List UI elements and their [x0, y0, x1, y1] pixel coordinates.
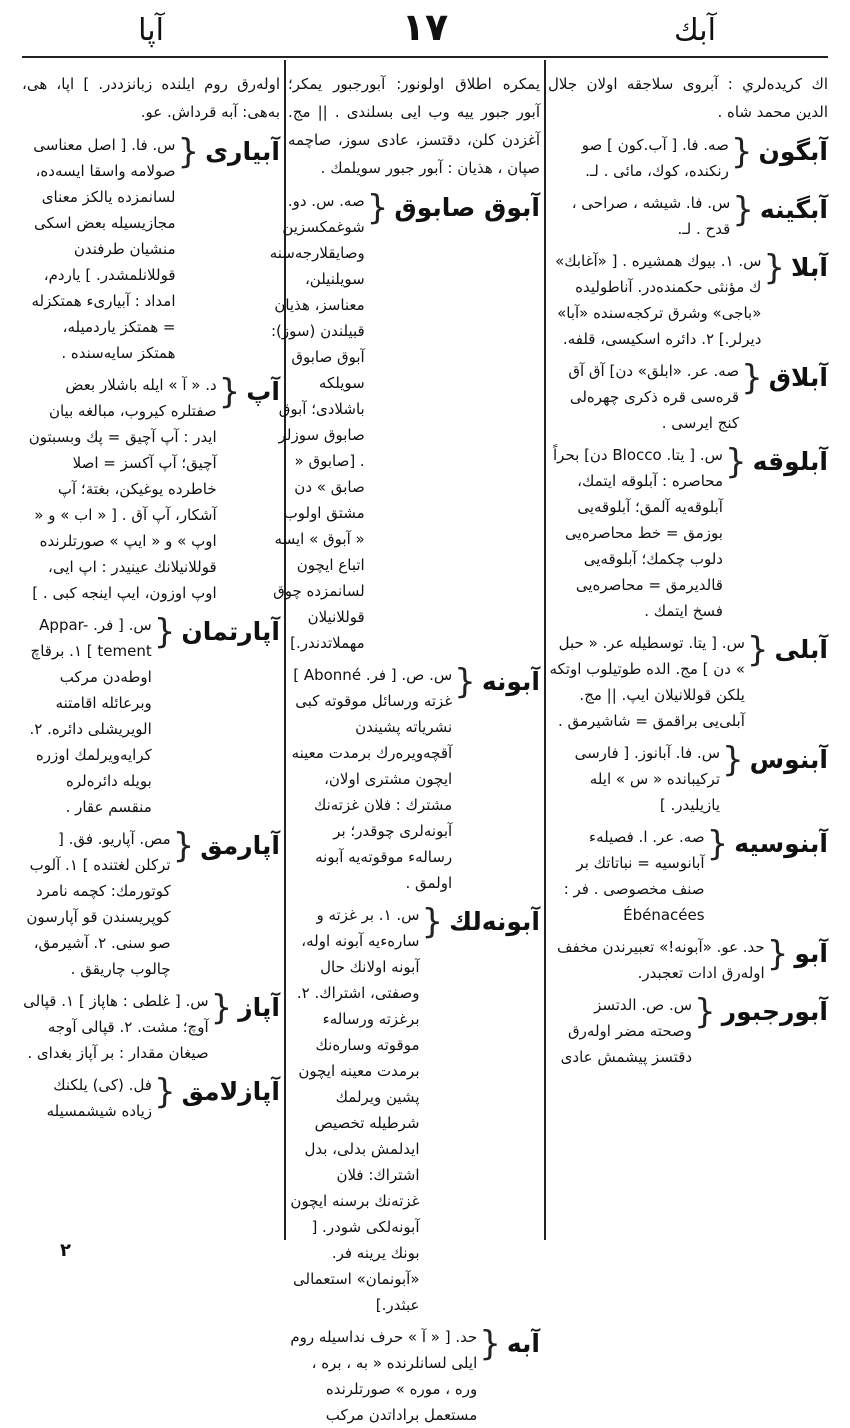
dictionary-entry	[269, 188, 540, 656]
header-rule	[22, 56, 828, 58]
brace-mark: {	[479, 1324, 501, 1364]
headword: آپارتمان	[181, 617, 280, 646]
dictionary-entry	[288, 902, 540, 1318]
definition: مص. آپاريو. فق. [ تركلن لغتنده ] ١. آلوب كوتورمك: كچمه نامرد كوپريسندن قو آپارسون صو سنی. ٢. آشيرمق، چالوب چاريقق .	[26, 830, 171, 978]
dictionary-entry	[22, 988, 280, 1066]
headword: آبلا	[791, 253, 828, 282]
headword: آپاز	[238, 993, 280, 1022]
dictionary-entry	[22, 372, 280, 606]
continuation-text: اوله‌رق روم ايلنده زبانزددر. ] اپا، هی، به‌هی: آبه قرداش. عو.	[22, 75, 280, 121]
brace-mark: {	[153, 612, 176, 652]
definition: حد. [ « آ » حرف نداسيله روم ايلی لسانلرنده « به ، بره ، وره ، موره » صورتلرنده مستعمل براداتدن مركب	[290, 1328, 478, 1424]
column-middle	[269, 70, 540, 1424]
headword: آبو	[794, 939, 828, 968]
brace-mark: {	[763, 248, 786, 288]
dictionary-entry	[548, 740, 828, 818]
dictionary-entry	[548, 934, 828, 986]
column-left	[22, 70, 280, 1240]
headword: آپازلامق	[181, 1077, 280, 1106]
headword: آپ	[246, 377, 280, 406]
headword: آبونه	[481, 667, 540, 696]
headword: آبلوقه	[752, 447, 828, 476]
brace-mark: {	[722, 740, 744, 780]
brace-mark: {	[218, 372, 241, 412]
brace-mark: {	[741, 358, 763, 398]
brace-mark: {	[730, 132, 753, 172]
definition: س. ١. بر غزته و ساره‌ء‌يه آبونه اوله، آبونه اولانك حال وصفتی، اشتراك. ٢. برغزته ورساله‌ء موقوته وساره‌نك برمدت معينه ايچون پشين ويرلمك شرطيله تخصيص ايدلمش بدلی، بدل اشتراك: فلان غزته‌نك برسنه ايچون آبونه‌لكی شودر. [ بونك يرينه فر. «آبونمان» استعمالی عبثدر.]	[290, 906, 420, 1314]
brace-mark: {	[746, 630, 769, 670]
definition: س. فا. شيشه ، صراحی ، قدح . لـ.	[571, 194, 731, 238]
headword: آبوق صابوق	[394, 193, 540, 222]
headword: آبلی	[774, 635, 828, 664]
brace-mark: {	[421, 902, 444, 942]
headword: آبگون	[758, 137, 828, 166]
header-left-catchword: آپا	[138, 13, 164, 48]
definition: س. ص. [ فر. Abonné ] غزته ورسائل موقوته كبی نشرياته پشيندن آقچه‌ويره‌رك برمدت معينه ايچون مشتری اولان، مشترك : فلان غزته‌نك آبونه‌لری چوقدر؛ بر رساله‌ء موقوته‌يه آبونه اولمق .	[291, 666, 453, 892]
dictionary-entry	[548, 630, 828, 734]
headword: آبگينه	[759, 195, 828, 224]
headword: آبورجبور	[721, 997, 828, 1026]
headword: آبونه‌لك	[449, 907, 540, 936]
dictionary-entry	[288, 662, 540, 896]
definition: س. [ غلطی : هاپاز ] ١. قپالی آوچ؛ مشت. ٢. قپالی آوجه صيغان مقدار : بر آپاز بغدای .	[23, 992, 209, 1062]
headword: آبلاق	[768, 363, 828, 392]
dictionary-entry	[22, 132, 280, 366]
dictionary-entry	[548, 132, 828, 184]
brace-mark: {	[706, 824, 729, 864]
brace-mark: {	[172, 826, 195, 866]
headword: آپارمق	[200, 831, 280, 860]
dictionary-entry	[548, 992, 828, 1070]
brace-mark: {	[153, 1072, 176, 1112]
definition: س. فا. [ اصل معناسی صولامه واسقا ايسه‌ده، لسانمزده يالكز معنای مجازيسيله بعض اسكی منشيان طرفندن قوللانلمشدر. ] ياردم، امداد : آبياری‌ء همتكزله = همتكز ياردميله، همتكز سايه‌سنده .	[31, 136, 176, 362]
brace-mark: {	[732, 190, 754, 230]
definition: س. [ يتا. توسطيله عر. « حبل » دن ] مج. الده طوتيلوب اوتكه يلكن قوللانيلان ايپ. || مج. آبلی‌يی براقمق = شاشيرمق .	[549, 634, 745, 730]
brace-mark: {	[766, 934, 789, 974]
dictionary-entry	[548, 358, 828, 436]
dictionary-entry	[548, 442, 828, 624]
headword: آبنوسيه	[734, 829, 828, 858]
dictionary-entry	[548, 190, 828, 242]
brace-mark: {	[694, 992, 716, 1032]
dictionary-entry	[548, 824, 828, 928]
page-number: ١٧	[401, 5, 449, 49]
definition: صه. س. دو. شوغمكسزين وصايقلارجه‌سنه سويلنيلن، معناسز، هذيان قبيلندن (سوز): آبوق صابوق سويلكه باشلادی؛ آبوق صابوق سوزلر . [صابوق « صابق » دن مشتق اولوب « آبوق » ايسه اتباع ايچون لسانمزده چوق قوللانيلان مهملاتدندر.]	[269, 192, 365, 652]
definition: صه. عر. «ابلق» دن] آق آق قره‌سی قره ذكری چهره‌لی كنج ايرسی .	[568, 362, 740, 432]
definition: د. « آ » ايله باشلار بعض صفتلره كيروب، مبالغه بيان ايدر : آپ آچيق = پك وبسبتون آچيق؛ آپ آكسز = اصلا خاطرده يوغيكن، بغتة؛ آپ آشكار، آپ آق . [ « اب » و « اوپ » و « ايپ » صورتلرنده قوللانيلانك عينيدر : اپ ايی، اوپ اوزون، ايپ اينجه كبی . ]	[28, 376, 217, 602]
definition: صه. فا. [ آب.كون ] صو رنكنده، كوك، مائی . لـ.	[581, 136, 729, 180]
header-right-catchword: آبك	[674, 13, 716, 48]
dictionary-entry	[22, 826, 280, 982]
brace-mark: {	[366, 188, 389, 228]
definition: س. فا. آبانوز. [ فار‌سی تركيبانده « س » ايله يازيليدر. ]	[574, 744, 721, 814]
continuation-text: يمكره اطلاق اولونور: آبورجبور يمكر؛ آبور جبور ييه وب ايی بسلندی . || مج. آغزدن كلن، دقتسز، عادی سوز، صاچمه صپان ، هذيان : آبور جبور سويلمك .	[288, 75, 540, 177]
signature-mark: ٢	[60, 1240, 71, 1261]
continuation-text: اك كريده‌لري : آبروی سلاجقه اولان جلال الدين محمد شاه .	[548, 75, 828, 121]
dictionary-entry	[22, 612, 280, 820]
brace-mark: {	[724, 442, 747, 482]
brace-mark: {	[454, 662, 476, 702]
headword: آبه	[506, 1329, 540, 1358]
definition: حد. عو. «آبونه!» تعبيرندن مخفف اوله‌رق ادات تعجبدر.	[556, 938, 765, 982]
brace-mark: {	[210, 988, 233, 1028]
dictionary-entry	[288, 1324, 540, 1428]
dictionary-entry	[548, 248, 828, 352]
brace-mark: {	[177, 132, 200, 172]
column-divider-right	[544, 60, 546, 1240]
column-right	[548, 70, 828, 1240]
dictionary-entry	[22, 1072, 280, 1124]
definition: فل. (كی) يلكنك زياده شيشمسيله	[46, 1076, 152, 1120]
definition: صه. عر. ا. فصيله‌ء آبانوسيه = نباتاتك بر صنف مخصوصی . فر : Ébénacées	[563, 828, 705, 924]
headword: آبياری	[205, 137, 280, 166]
definition: س. [ فر. Appar- tement ] ١. برقاچ اوطه‌دن مركب وبرعائله اقامتنه الويريشلی دائره. ٢. كرايه‌ويرلمك اوزره بويله دائره‌لره منقسم عقار .	[29, 616, 152, 816]
definition: س. [ يتا. Blocco دن] بحراً محاصره : آبلوقه ايتمك، آبلوقه‌يه آلمق؛ آبلوقه‌يی بوزمق = خط محاصره‌يی دلوب چكمك؛ آبلوقه‌يی قالديرمق = محاصره‌يی فسخ ايتمك .	[553, 446, 723, 620]
headword: آبنوس	[749, 745, 828, 774]
definition: س. ١. بيوك همشيره . [ «آغابك» ك مؤنثی حكمنده‌در. آناطوليده «باجی» وشرق تركجه‌سنده «آبا» ديرلر.] ٢. دائره اسكيسی، قلفه.	[555, 252, 762, 348]
definition: س. ص. الدتسز وصحته مضر او‌له‌رق دقتسز پيشمش عادی	[560, 996, 693, 1066]
